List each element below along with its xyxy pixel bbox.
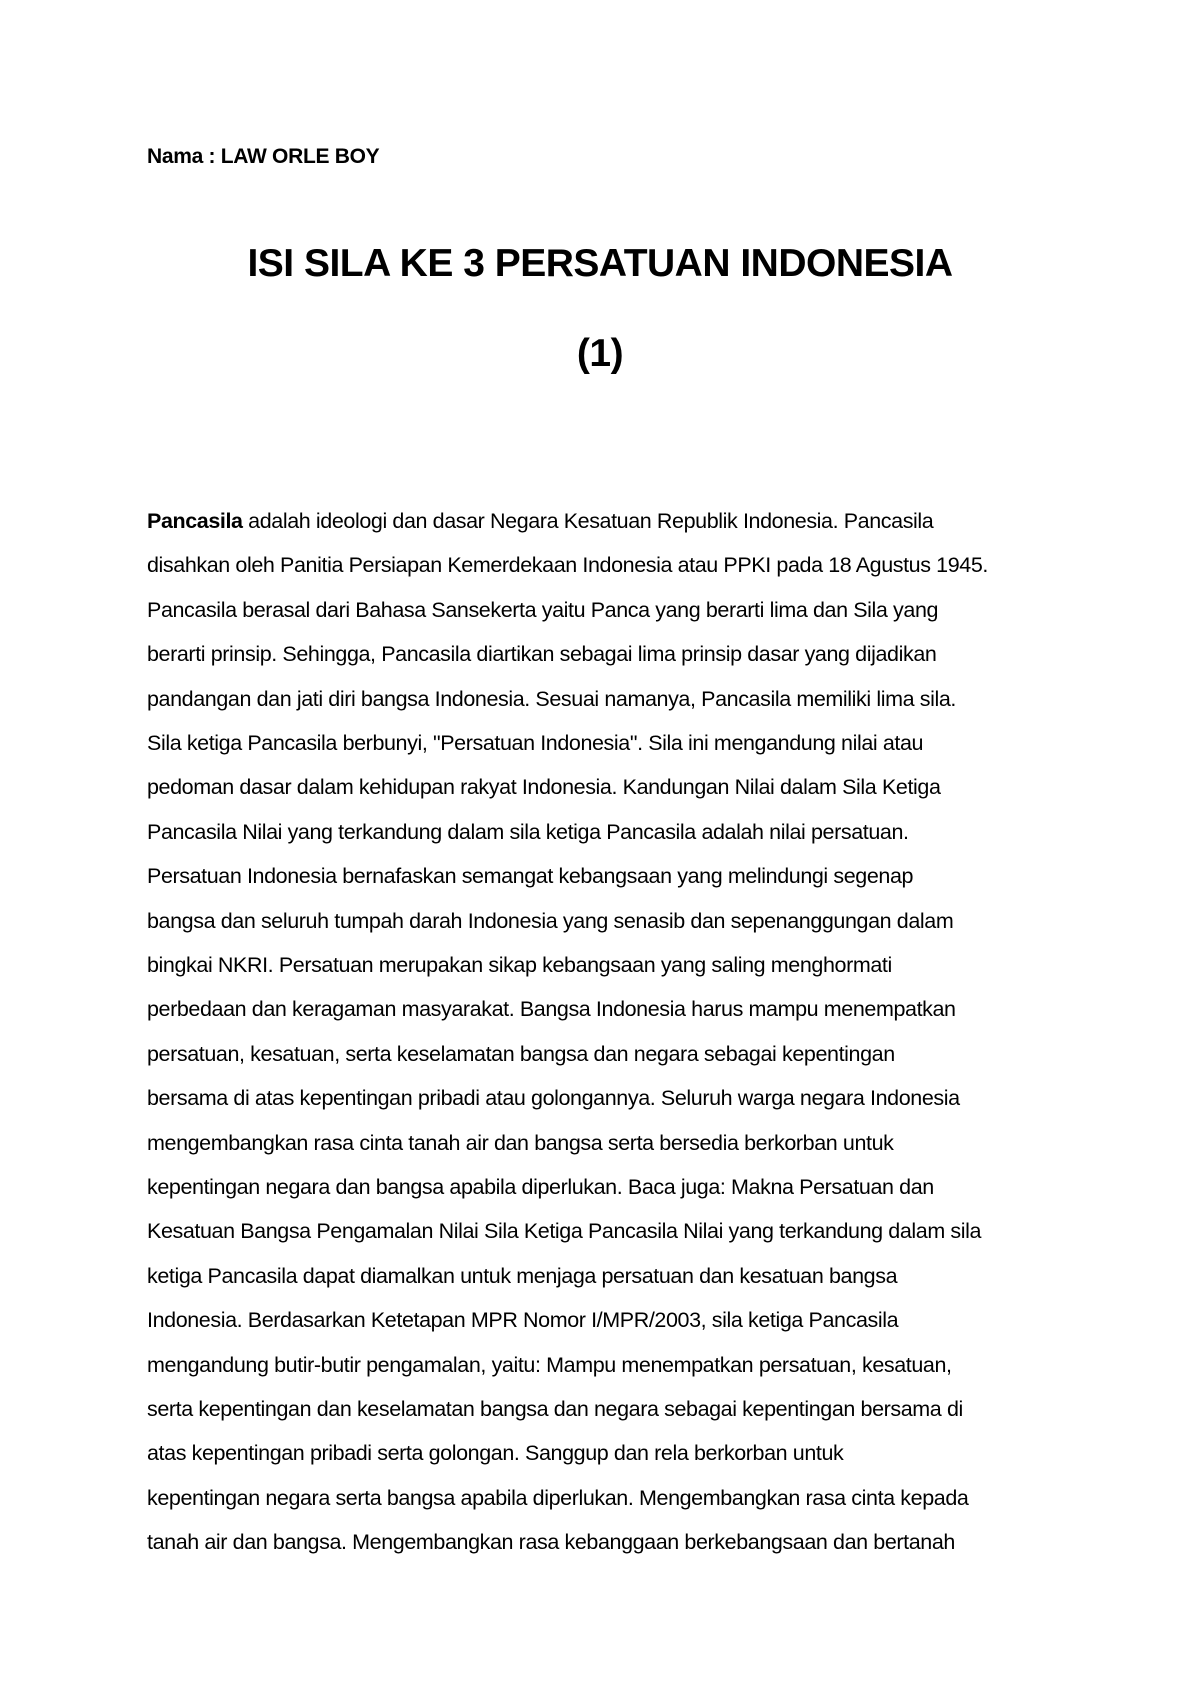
body-line: Persatuan Indonesia bernafaskan semangat kebangsaan yang melindungi segenap [147, 864, 914, 889]
body-line: kepentingan negara dan bangsa apabila diperlukan. Baca juga: Makna Persatuan dan [147, 1175, 934, 1199]
body-line: perbedaan dan keragaman masyarakat. Bangsa Indonesia harus mampu menempatkan [147, 997, 956, 1022]
body-line: Sila ketiga Pancasila berbunyi, "Persatuan Indonesia". Sila ini mengandung nilai atau [147, 731, 924, 755]
body-line [147, 509, 933, 534]
body-line: Pancasila berasal dari Bahasa Sansekerta yaitu Panca yang berarti lima dan Sila yang [147, 597, 939, 622]
body-line: bingkai NKRI. Persatuan merupakan sikap kebangsaan yang saling menghormati [147, 953, 892, 977]
body-line: atas kepentingan pribadi serta golongan. Sanggup dan rela berkorban untuk [147, 1441, 844, 1466]
body-line: pedoman dasar dalam kehidupan rakyat Indonesia. Kandungan Nilai dalam Sila Ketiga [147, 775, 941, 800]
body-line: disahkan oleh Panitia Persiapan Kemerdekaan Indonesia atau PPKI pada 18 Agustus 1945. [147, 553, 988, 578]
body-line: Pancasila Nilai yang terkandung dalam sila ketiga Pancasila adalah nilai persatuan. [147, 819, 909, 844]
body-line: ketiga Pancasila dapat diamalkan untuk menjaga persatuan dan kesatuan bangsa [147, 1263, 898, 1288]
body-line: mengembangkan rasa cinta tanah air dan bangsa serta bersedia berkorban untuk [147, 1130, 894, 1155]
body-line: mengandung butir-butir pengamalan, yaitu: Mampu menempatkan persatuan, kesatuan, [147, 1352, 952, 1377]
body-lead-word: Pancasila [147, 509, 243, 533]
body-line: Kesatuan Bangsa Pengamalan Nilai Sila Ketiga Pancasila Nilai yang terkandung dalam sila [147, 1219, 982, 1244]
document-title: ISI SILA KE 3 PERSATUAN INDONESIA [247, 242, 953, 285]
body-line-text: adalah ideologi dan dasar Negara Kesatuan Republik Indonesia. Pancasila [242, 509, 934, 533]
body-line: persatuan, kesatuan, serta keselamatan bangsa dan negara sebagai kepentingan [147, 1041, 895, 1066]
body-line: tanah air dan bangsa. Mengembangkan rasa kebanggaan berkebangsaan dan bertanah [147, 1530, 955, 1555]
body-line: bangsa dan seluruh tumpah darah Indonesia yang senasib dan sepenanggungan dalam [147, 908, 954, 933]
body-line: Indonesia. Berdasarkan Ketetapan MPR Nomor I/MPR/2003, sila ketiga Pancasila [147, 1308, 899, 1333]
author-name-line: Nama : LAW ORLE BOY [147, 145, 380, 168]
body-line: bersama di atas kepentingan pribadi atau golongannya. Seluruh warga negara Indonesia [147, 1086, 960, 1111]
body-line: kepentingan negara serta bangsa apabila diperlukan. Mengembangkan rasa cinta kepada [147, 1485, 969, 1510]
document-title-number: (1) [576, 332, 624, 375]
body-line: pandangan dan jati diri bangsa Indonesia. Sesuai namanya, Pancasila memiliki lima sila. [147, 686, 956, 711]
body-line: berarti prinsip. Sehingga, Pancasila diartikan sebagai lima prinsip dasar yang dijadikan [147, 642, 937, 667]
body-line: serta kepentingan dan keselamatan bangsa dan negara sebagai kepentingan bersama di [147, 1397, 963, 1421]
